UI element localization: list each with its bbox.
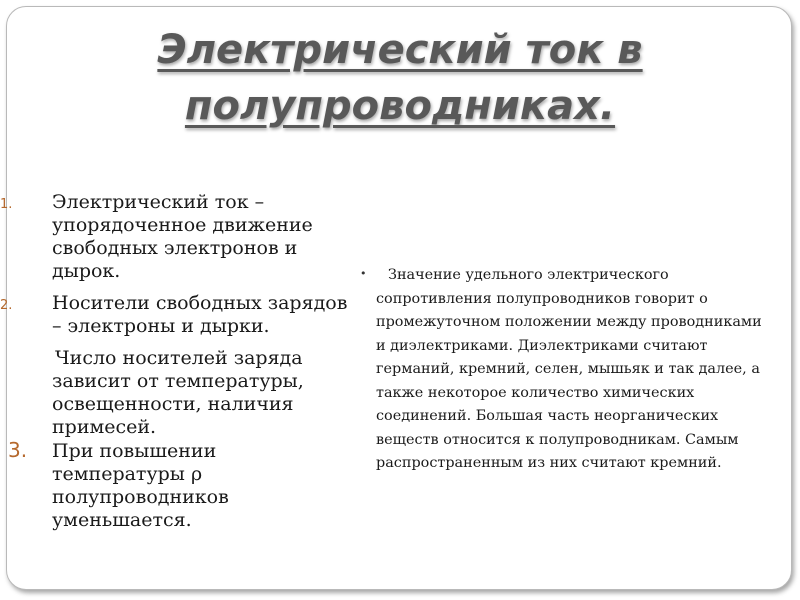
carrier-count-paragraph — [0, 347, 350, 439]
list-item — [0, 191, 350, 283]
list-item-text: Носители свободных зарядов – электроны и дырки. — [52, 292, 348, 337]
carrier-count-text: Число носителей заряда зависит от температуры, освещенности, наличия примесей. — [52, 347, 304, 438]
bullet-paragraph — [360, 262, 768, 476]
slide-title-line2: полупроводниках. — [184, 83, 616, 129]
bullet-text: Значение удельного электрического сопротивления полупроводников говорит о промежуточном положении между проводниками и диэлектриками. Диэлектриками считают германий, кремний, селен, мышьяк и так далее, а также некоторое количество химических соединений. Большая часть неорганических веществ относится к полупроводникам. Самым распространенным из них считают кремний. — [376, 267, 762, 471]
list-item-text: Электрический ток – упорядоченное движение свободных электронов и дырок. — [52, 191, 313, 282]
bullet-icon: • — [360, 267, 367, 280]
right-column — [360, 262, 768, 476]
list-number: 3. — [8, 438, 28, 462]
list-number: 1. — [0, 197, 13, 212]
slide-title-line1: Электрический ток в — [157, 27, 643, 73]
list-item-text: При повышении температуры ρ полупроводников уменьшается. — [52, 440, 229, 531]
slide-title — [60, 22, 740, 134]
list-number: 2. — [0, 298, 13, 313]
list-item — [0, 440, 350, 532]
list-item — [0, 292, 350, 338]
left-column — [0, 191, 350, 532]
